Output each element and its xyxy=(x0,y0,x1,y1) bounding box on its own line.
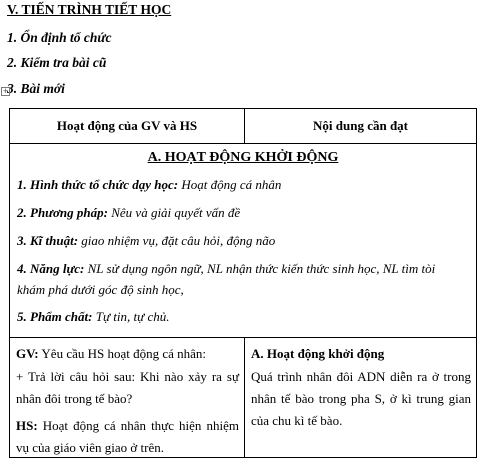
heading-on-dinh: 1. Ổn định tổ chức xyxy=(7,30,112,45)
row-divider xyxy=(10,143,476,144)
col1-header: Hoạt động của GV và HS xyxy=(56,118,198,133)
section-title: A. HOẠT ĐỘNG KHỞI ĐỘNG xyxy=(147,150,339,165)
heading-bai-moi: 3. Bài mới xyxy=(7,81,65,96)
item-hinh-thuc: 1. Hình thức tổ chức dạy học: Hoạt động cá nhân xyxy=(17,177,282,192)
section-heading: V. TIẾN TRÌNH TIẾT HỌC xyxy=(7,2,172,17)
gv-instruction: GV: Yêu cầu HS hoạt động cá nhân: xyxy=(16,346,207,361)
item-pham-chat: 5. Phẩm chất: Tự tin, tự chủ. xyxy=(17,309,170,324)
item-nang-luc-cont: khám phá dưới góc độ sinh học, xyxy=(17,282,184,297)
right-content: Quá trình nhân đôi ADN diễn ra ở trong nhân tế bào trong pha S, ở kì trung gian của chu kì tế bào. xyxy=(251,369,471,428)
question-text: + Trả lời câu hỏi sau: Khi nào xảy ra sự nhân đôi trong tế bào? xyxy=(16,369,239,406)
row-divider xyxy=(10,337,476,338)
item-phuong-phap: 2. Phương pháp: Nêu và giải quyết vấn đề xyxy=(17,205,241,220)
item-ki-thuat: 3. Kĩ thuật: giao nhiệm vụ, đặt câu hỏi, động não xyxy=(17,233,276,248)
heading-kiem-tra: 2. Kiểm tra bài cũ xyxy=(7,55,107,70)
move-handle-icon[interactable]: + xyxy=(2,87,9,95)
right-title: A. Hoạt động khởi động xyxy=(251,346,385,361)
col-divider xyxy=(244,337,245,457)
lesson-table xyxy=(9,108,477,458)
col2-header: Nội dung cần đạt xyxy=(313,118,408,133)
item-nang-luc: 4. Năng lực: NL sử dụng ngôn ngữ, NL nhận thức kiến thức sinh học, NL tìm tòi xyxy=(17,261,436,276)
hs-response: HS: Hoạt động cá nhân thực hiện nhiệm vụ của giáo viên giao ở trên. xyxy=(16,418,239,455)
